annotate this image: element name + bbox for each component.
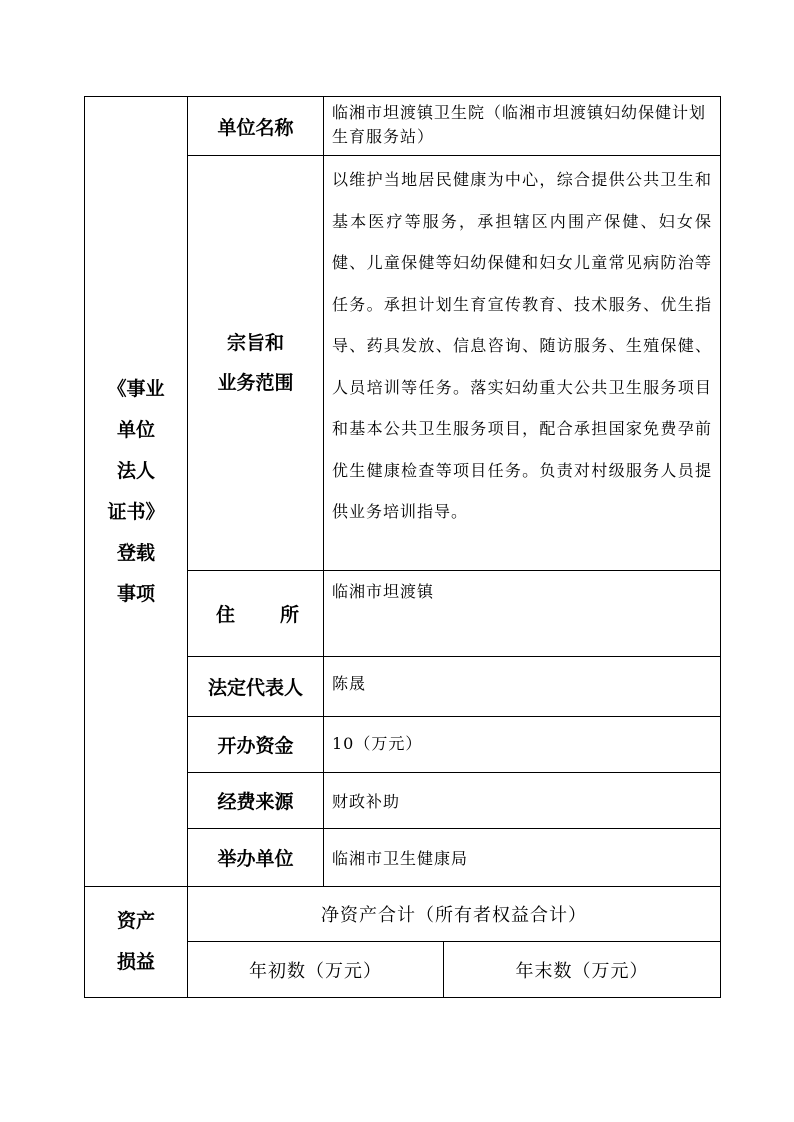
row-net-assets-header: [85, 887, 721, 942]
registration-heading-line: 证书》: [107, 500, 165, 523]
sponsor-label: 举办单位: [188, 829, 324, 887]
registration-heading-line: 单位: [116, 418, 155, 441]
purpose-value: 以维护当地居民健康为中心，综合提供公共卫生和基本医疗等服务，承担辖区内围产保健、妇女保健、儿童保健等妇幼保健和妇女儿童常见病防治等任务。承担计划生育宣传教育、技术服务、优生指导、药具发放、信息咨询、随访服务、生殖保健、人员培训等任务。落实妇幼重大公共卫生服务项目和基本公共卫生服务项目，配合承担国家免费孕前优生健康检查等项目任务。负责对村级服务人员提供业务培训指导。: [324, 156, 721, 571]
purpose-label-line: 宗旨和: [226, 332, 284, 354]
funding-source-value: 财政补助: [324, 773, 721, 829]
legal-rep-value: 陈晟: [324, 657, 721, 717]
year-start-header: 年初数（万元）: [188, 942, 444, 998]
address-label-char: 所: [279, 604, 299, 626]
assets-heading-line: 资产: [116, 910, 155, 932]
address-value: 临湘市坦渡镇: [324, 571, 721, 657]
unit-name-label: 单位名称: [188, 97, 324, 156]
registration-heading-line: 登载: [116, 541, 155, 564]
registration-heading-line: 事项: [116, 582, 155, 605]
assets-section-heading: [85, 887, 188, 998]
net-assets-header: 净资产合计（所有者权益合计）: [188, 887, 721, 942]
purpose-label: [188, 156, 324, 571]
row-unit-name: [85, 97, 721, 156]
registration-form-table: [84, 96, 721, 998]
year-end-header: 年末数（万元）: [444, 942, 721, 998]
assets-heading-line: 损益: [116, 951, 155, 973]
registration-section-heading: [85, 97, 188, 887]
capital-label: 开办资金: [188, 717, 324, 773]
registration-heading-line: 《事业: [107, 377, 165, 400]
sponsor-value: 临湘市卫生健康局: [324, 829, 721, 887]
unit-name-value: 临湘市坦渡镇卫生院（临湘市坦渡镇妇幼保健计划生育服务站）: [324, 97, 721, 156]
registration-heading-line: 法人: [116, 459, 155, 482]
purpose-label-line: 业务范围: [217, 372, 294, 394]
address-label-char: 住: [216, 604, 236, 626]
capital-value: 10（万元）: [324, 717, 721, 773]
address-label: [188, 571, 324, 657]
funding-source-label: 经费来源: [188, 773, 324, 829]
legal-rep-label: 法定代表人: [188, 657, 324, 717]
